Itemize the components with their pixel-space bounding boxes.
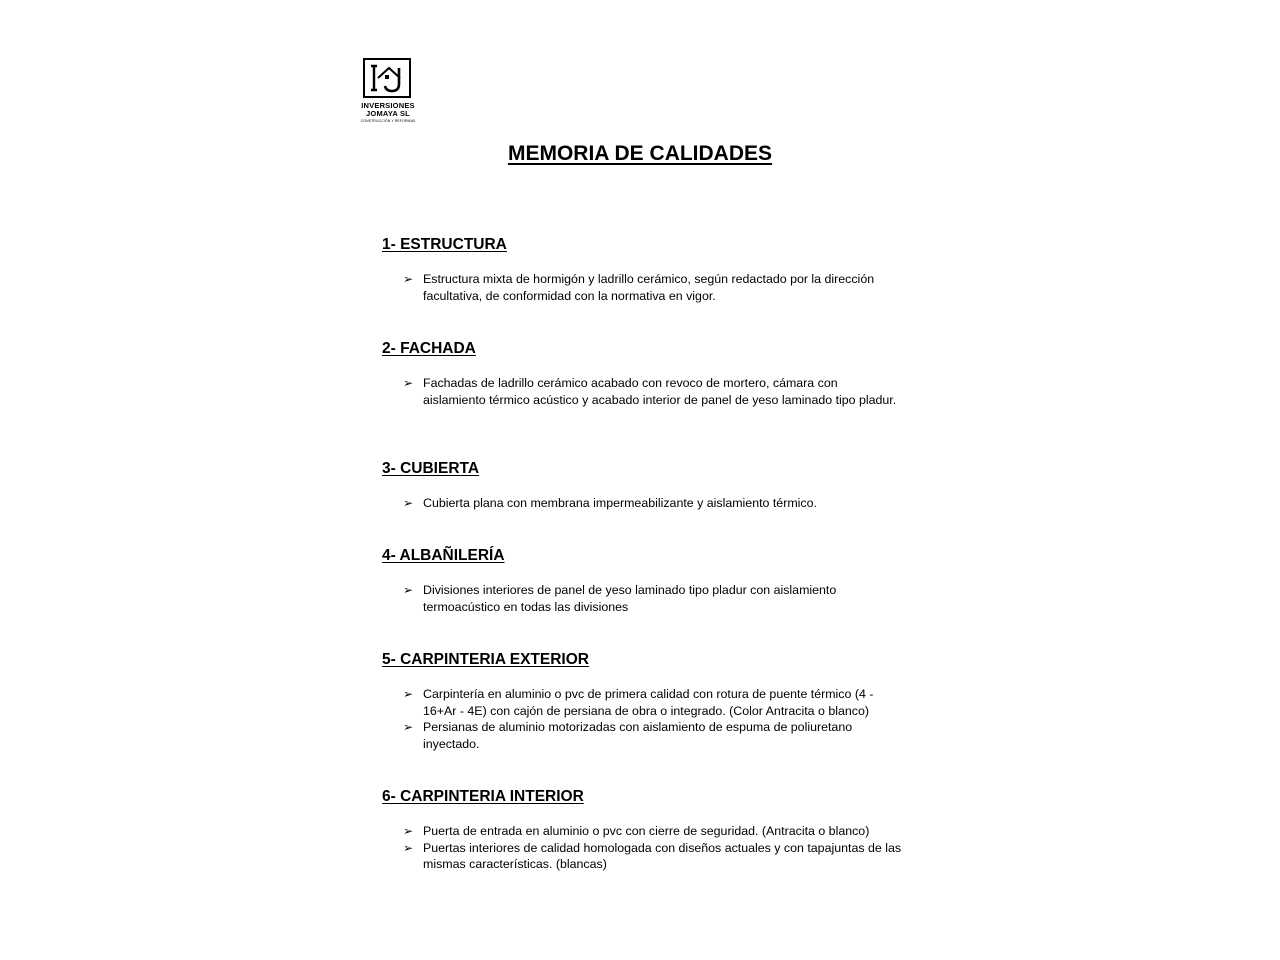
logo-name-line2: JOMAYA SL <box>366 109 410 118</box>
section-heading: 3- CUBIERTA <box>382 460 480 477</box>
list-item <box>382 823 902 840</box>
list-item <box>382 375 902 408</box>
list-item <box>382 719 902 752</box>
arrowhead-bullet-icon: ➢ <box>403 840 414 855</box>
list-item-text: Estructura mixta de hormigón y ladrillo cerámico, según redactado por la dirección facultativa, de conformidad con la normativa en vigor. <box>423 272 875 303</box>
arrowhead-bullet-icon: ➢ <box>403 720 414 735</box>
list-item <box>382 686 902 719</box>
section-list <box>382 823 902 873</box>
logo-name-line1: INVERSIONES <box>361 101 415 110</box>
list-item <box>382 840 902 873</box>
section-list <box>382 495 902 512</box>
list-item <box>382 582 902 615</box>
arrowhead-bullet-icon: ➢ <box>403 583 414 597</box>
section-heading: 2- FACHADA <box>382 340 476 357</box>
section-heading: 4- ALBAÑILERÍA <box>382 547 505 564</box>
arrowhead-bullet-icon: ➢ <box>403 376 414 390</box>
list-item-text: Fachadas de ladrillo cerámico acabado con revoco de mortero, cámara con aislamiento térmico acústico y acabado interior de panel de yeso laminado tipo pladur. <box>423 376 897 407</box>
section-estructura <box>382 235 902 304</box>
section-list <box>382 375 902 408</box>
section-carpinteria-interior <box>382 787 902 873</box>
section-heading: 6- CARPINTERIA INTERIOR <box>382 788 584 805</box>
list-item-text: Puertas interiores de calidad homologada con diseños actuales y con tapajuntas de las mismas características. (blancas) <box>423 840 902 872</box>
arrowhead-bullet-icon: ➢ <box>403 496 414 510</box>
section-carpinteria-exterior <box>382 650 902 752</box>
arrowhead-bullet-icon: ➢ <box>403 824 414 838</box>
list-item-text: Divisiones interiores de panel de yeso laminado tipo pladur con aislamiento termoacústico en todas las divisiones <box>423 583 837 614</box>
section-list <box>382 582 902 615</box>
section-albanileria <box>382 546 902 615</box>
list-item-text: Puerta de entrada en aluminio o pvc con cierre de seguridad. (Antracita o blanco) <box>423 824 870 838</box>
section-list <box>382 686 902 752</box>
document-title: MEMORIA DE CALIDADES <box>507 142 773 165</box>
company-logo <box>352 57 424 127</box>
section-fachada <box>382 339 902 408</box>
list-item-text: Persianas de aluminio motorizadas con aislamiento de espuma de poliuretano inyectado. <box>423 720 853 751</box>
arrowhead-bullet-icon: ➢ <box>403 687 414 701</box>
list-item-text: Cubierta plana con membrana impermeabilizante y aislamiento térmico. <box>423 496 817 510</box>
house-logo-icon <box>363 58 411 98</box>
section-cubierta <box>382 459 902 512</box>
arrowhead-bullet-icon: ➢ <box>403 272 414 286</box>
list-item-text: Carpintería en aluminio o pvc de primera calidad con rotura de puente térmico (4 - 16+Ar - 4E) con cajón de persiana de obra o integrado. (Color Antracita o blanco) <box>423 687 874 718</box>
list-item <box>382 495 902 512</box>
section-heading: 1- ESTRUCTURA <box>382 236 507 253</box>
section-heading: 5- CARPINTERIA EXTERIOR <box>382 651 589 668</box>
list-item <box>382 271 902 304</box>
logo-tagline: CONSTRUCCIÓN Y REFORMAS <box>360 119 416 123</box>
section-list <box>382 271 902 304</box>
